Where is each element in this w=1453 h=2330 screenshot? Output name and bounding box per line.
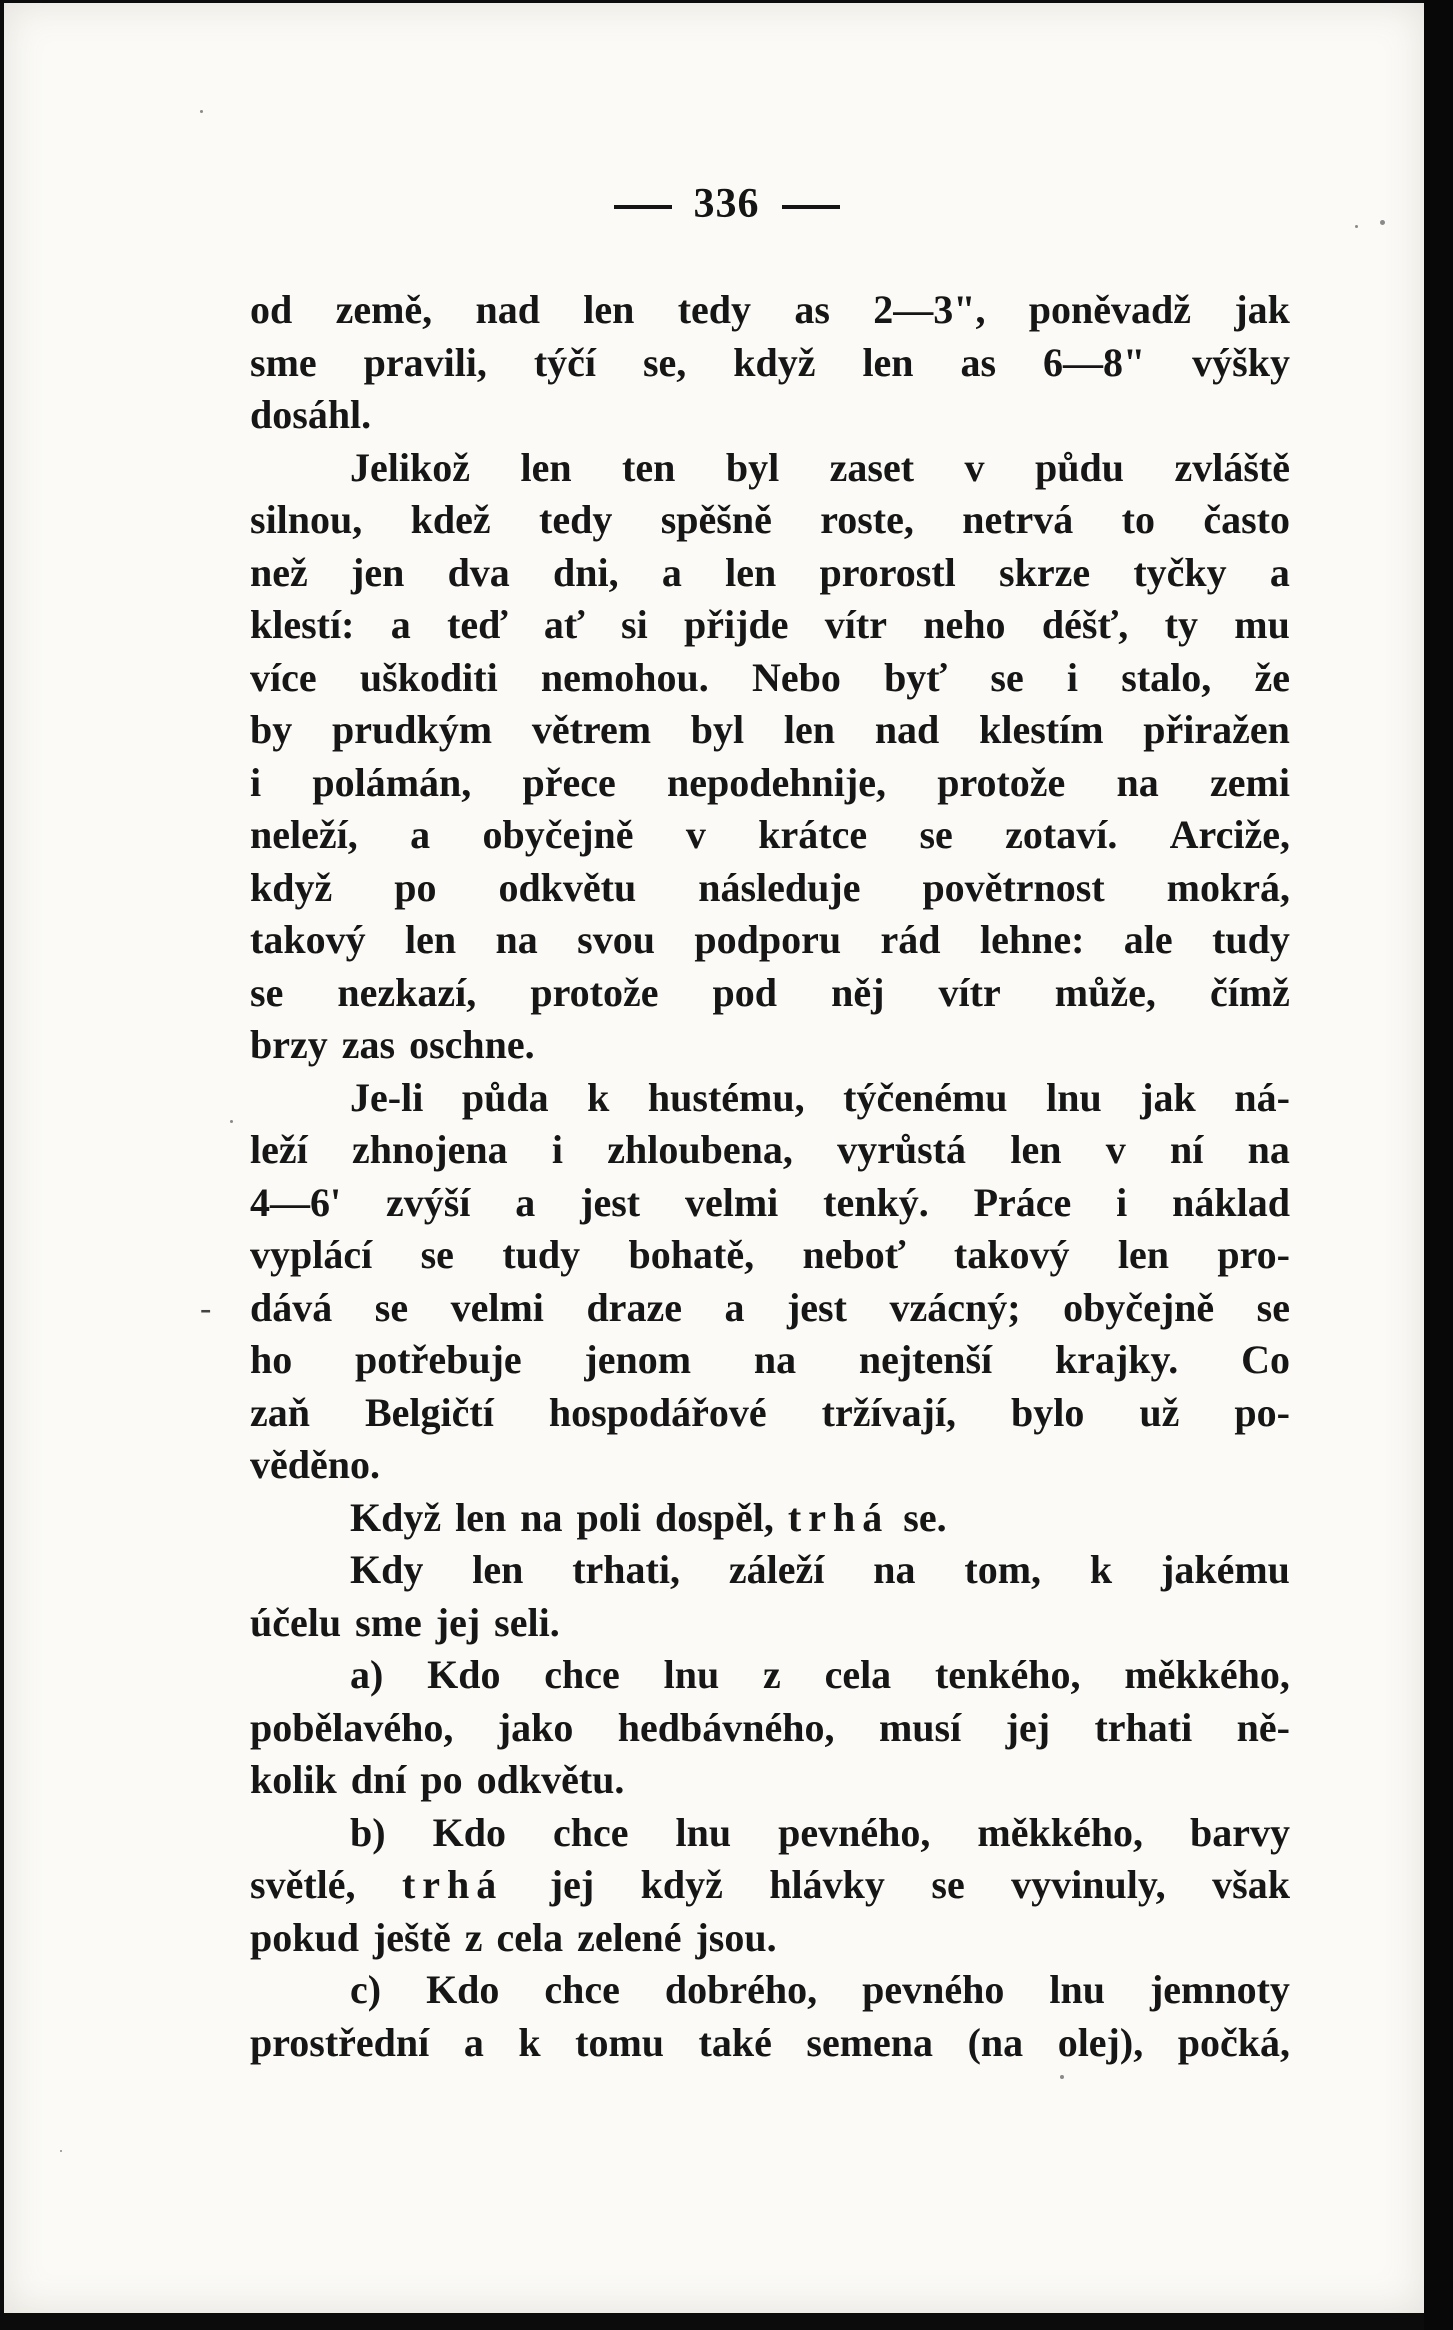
word: jakému bbox=[1161, 1547, 1290, 1592]
word: pravili, bbox=[363, 339, 487, 385]
word: len bbox=[1117, 1232, 1169, 1277]
word: jak bbox=[1234, 287, 1290, 332]
word: nezkazí, bbox=[337, 969, 477, 1015]
text-line bbox=[250, 652, 1290, 705]
word: když bbox=[733, 339, 816, 385]
word: len bbox=[862, 339, 914, 385]
word: i bbox=[250, 759, 262, 805]
word: ně- bbox=[1236, 1704, 1290, 1750]
word: než bbox=[250, 549, 308, 595]
word: i bbox=[551, 1127, 563, 1172]
word: také bbox=[698, 2019, 772, 2065]
word: a) bbox=[350, 1652, 384, 1697]
word: se bbox=[374, 1284, 409, 1330]
word: chce bbox=[552, 1809, 629, 1855]
word: semena bbox=[806, 2019, 934, 2065]
word: polámán, bbox=[312, 759, 472, 805]
word: měkkého, bbox=[1124, 1652, 1290, 1697]
word: trhati bbox=[1094, 1704, 1193, 1750]
word: jen bbox=[351, 549, 405, 595]
word: tom, bbox=[964, 1547, 1042, 1592]
word: na bbox=[1116, 759, 1159, 805]
page-number bbox=[0, 180, 1453, 228]
text-line bbox=[250, 1597, 1290, 1650]
word: se bbox=[931, 1862, 965, 1907]
word: Jelikož bbox=[350, 444, 470, 490]
word: len bbox=[404, 917, 457, 962]
scan-speck bbox=[200, 110, 203, 113]
text-line bbox=[250, 1964, 1290, 2017]
word: tenký. bbox=[823, 1179, 929, 1225]
word: spěšně bbox=[660, 497, 772, 542]
word: Kdo bbox=[427, 1652, 501, 1697]
word: od bbox=[250, 287, 293, 332]
word: něj bbox=[831, 969, 885, 1015]
text-line bbox=[250, 1177, 1290, 1230]
word: barvy bbox=[1189, 1809, 1290, 1855]
word: země, bbox=[335, 287, 433, 332]
word: počká, bbox=[1177, 2019, 1290, 2065]
word: (na bbox=[967, 2019, 1024, 2065]
text-line bbox=[250, 1754, 1290, 1807]
word: když bbox=[640, 1862, 723, 1907]
word: dává bbox=[250, 1284, 333, 1330]
word: netrvá bbox=[962, 497, 1074, 542]
text-line bbox=[250, 1859, 1290, 1912]
word: draze bbox=[586, 1284, 682, 1330]
word: z bbox=[763, 1652, 781, 1697]
word: len bbox=[783, 707, 836, 752]
word: zvláště bbox=[1174, 444, 1290, 490]
word: záleží bbox=[728, 1547, 825, 1592]
text-line bbox=[250, 442, 1290, 495]
word: na bbox=[873, 1547, 916, 1592]
word: ještě bbox=[372, 1914, 451, 1960]
word: Co bbox=[1241, 1337, 1290, 1382]
word: a bbox=[410, 812, 431, 857]
word: prudkým bbox=[332, 707, 493, 752]
word: přiražen bbox=[1143, 707, 1290, 752]
word: na bbox=[1247, 1127, 1290, 1172]
word: c) bbox=[350, 1967, 382, 2012]
word: dospěl, bbox=[654, 1494, 774, 1540]
word: k bbox=[587, 1074, 610, 1120]
word: b) bbox=[350, 1809, 386, 1855]
word: to bbox=[1121, 497, 1155, 542]
word: Když bbox=[350, 1494, 442, 1540]
word: protože bbox=[530, 969, 659, 1015]
word: se bbox=[990, 654, 1024, 700]
word: vyplácí bbox=[250, 1232, 373, 1277]
word: chce bbox=[544, 1652, 620, 1697]
word: pro- bbox=[1217, 1232, 1290, 1277]
word: ty bbox=[1164, 602, 1198, 647]
word: světlé, bbox=[250, 1862, 356, 1907]
text-line bbox=[250, 389, 1290, 442]
word: na bbox=[753, 1337, 797, 1382]
word: často bbox=[1203, 497, 1290, 542]
word: seli. bbox=[494, 1599, 560, 1645]
page-number-text: 336 bbox=[693, 181, 760, 227]
word: Je-li bbox=[350, 1074, 424, 1120]
word: více bbox=[250, 654, 317, 700]
word: hedbávného, bbox=[617, 1704, 835, 1750]
text-line bbox=[250, 1124, 1290, 1177]
word: poněvadž bbox=[1028, 287, 1192, 332]
word: lnu bbox=[675, 1809, 732, 1855]
word: dva bbox=[447, 549, 510, 595]
scan-speck bbox=[1380, 220, 1385, 225]
word: náklad bbox=[1172, 1179, 1290, 1225]
word: byť bbox=[884, 654, 948, 700]
word: hustému, bbox=[647, 1074, 805, 1120]
word: se. bbox=[903, 1494, 947, 1540]
word: dosáhl. bbox=[250, 392, 372, 437]
word: Práce bbox=[973, 1179, 1072, 1225]
word: odkvětu bbox=[498, 864, 637, 910]
word: skrze bbox=[999, 549, 1091, 595]
word: neho bbox=[923, 602, 1006, 647]
word: zaň bbox=[250, 1389, 310, 1435]
word: stalo, bbox=[1121, 654, 1212, 700]
word: ho bbox=[250, 1337, 293, 1382]
word: dobrého, bbox=[664, 1967, 818, 2012]
word: na bbox=[520, 1494, 563, 1540]
word: lnu bbox=[1046, 1074, 1102, 1120]
word: pevného, bbox=[778, 1809, 931, 1855]
folio-dash-right bbox=[782, 205, 840, 209]
word: a bbox=[1269, 549, 1290, 595]
word: krátce bbox=[758, 812, 868, 857]
word: nepodehnije, bbox=[667, 759, 886, 805]
word: i bbox=[1066, 654, 1079, 700]
text-line bbox=[250, 1072, 1290, 1125]
word: k bbox=[1089, 1547, 1113, 1592]
text-line bbox=[250, 1807, 1290, 1860]
word: cela bbox=[824, 1652, 892, 1697]
word: ní bbox=[1170, 1127, 1204, 1172]
word: sme bbox=[355, 1599, 422, 1645]
word: zhnojena bbox=[352, 1127, 508, 1172]
scan-speck bbox=[1060, 2075, 1064, 2079]
word: odkvětu. bbox=[476, 1757, 625, 1802]
word: tudy bbox=[1212, 917, 1290, 962]
word: v bbox=[964, 444, 985, 490]
text-line bbox=[250, 862, 1290, 915]
word: poli bbox=[576, 1494, 641, 1540]
word: bohatě, bbox=[628, 1232, 755, 1277]
word: může, bbox=[1054, 969, 1156, 1015]
word: teď bbox=[447, 602, 508, 647]
word: se bbox=[1256, 1284, 1290, 1330]
word: tedy bbox=[677, 287, 752, 332]
word: měkkého, bbox=[977, 1809, 1143, 1855]
word: krajky. bbox=[1054, 1337, 1179, 1382]
text-line bbox=[250, 704, 1290, 757]
word: týčenému bbox=[843, 1074, 1008, 1120]
word: jak bbox=[1140, 1074, 1196, 1120]
text-line bbox=[250, 547, 1290, 600]
text-line bbox=[250, 284, 1290, 337]
word: jemnoty bbox=[1149, 1967, 1290, 2012]
word: olej), bbox=[1057, 2019, 1144, 2065]
word: se bbox=[919, 812, 953, 857]
word: zaset bbox=[829, 444, 915, 490]
word: nejtenší bbox=[858, 1337, 993, 1382]
word: trhá bbox=[401, 1862, 504, 1907]
word: uškoditi bbox=[359, 654, 498, 700]
word: půda bbox=[461, 1074, 549, 1120]
word: přijde bbox=[684, 602, 789, 647]
word: účelu bbox=[250, 1599, 342, 1645]
word: se bbox=[420, 1232, 454, 1277]
word: půdu bbox=[1035, 444, 1124, 490]
text-line bbox=[250, 494, 1290, 547]
word: zhloubena, bbox=[607, 1127, 793, 1172]
word: Nebo bbox=[751, 654, 841, 700]
text-line bbox=[250, 809, 1290, 862]
word: vyrůstá bbox=[837, 1127, 967, 1172]
word: čímž bbox=[1209, 969, 1290, 1015]
word: ale bbox=[1123, 917, 1173, 962]
word: přece bbox=[522, 759, 616, 805]
word: že bbox=[1254, 654, 1290, 700]
text-line bbox=[250, 1334, 1290, 1387]
word: prostřední bbox=[250, 2019, 430, 2065]
word: trhati, bbox=[572, 1547, 680, 1592]
word: cela bbox=[496, 1914, 564, 1960]
margin-mark: - bbox=[200, 1290, 212, 1327]
word: 4—6' bbox=[250, 1179, 342, 1225]
word: takový bbox=[953, 1232, 1070, 1277]
word: zemi bbox=[1210, 759, 1290, 805]
word: si bbox=[621, 602, 648, 647]
word: leží bbox=[250, 1127, 308, 1172]
word: nad bbox=[475, 287, 540, 332]
word: tomu bbox=[575, 2019, 665, 2065]
word: Kdo bbox=[426, 1967, 500, 2012]
word: věděno. bbox=[250, 1442, 380, 1487]
word: jenom bbox=[584, 1337, 692, 1382]
word: pod bbox=[712, 969, 778, 1015]
word: ten bbox=[622, 444, 676, 490]
word: by bbox=[250, 707, 293, 752]
word: však bbox=[1212, 1862, 1290, 1907]
word: vítr bbox=[824, 602, 887, 647]
scan-speck bbox=[60, 2150, 62, 2152]
word: ná- bbox=[1234, 1074, 1290, 1120]
word: neleží, bbox=[250, 812, 358, 857]
word: podporu bbox=[694, 917, 842, 962]
word: tudy bbox=[502, 1232, 581, 1277]
word: když bbox=[250, 864, 333, 910]
word: mokrá, bbox=[1166, 864, 1290, 910]
word: takový bbox=[250, 917, 366, 962]
text-line bbox=[250, 1492, 1290, 1545]
word: hlávky bbox=[769, 1862, 885, 1907]
word: Belgičtí bbox=[365, 1389, 494, 1435]
word: mu bbox=[1234, 602, 1290, 647]
word: z bbox=[464, 1914, 483, 1960]
text-line bbox=[250, 599, 1290, 652]
text-line bbox=[250, 1649, 1290, 1702]
word: vyvinuly, bbox=[1011, 1862, 1166, 1907]
word: len bbox=[583, 287, 635, 332]
word: potřebuje bbox=[355, 1337, 522, 1382]
text-line bbox=[250, 1439, 1290, 1492]
word: len bbox=[725, 549, 777, 595]
word: zvýší bbox=[385, 1179, 471, 1225]
word: na bbox=[495, 917, 538, 962]
word: lnu bbox=[663, 1652, 720, 1697]
text-line bbox=[250, 1912, 1290, 1965]
word: následuje bbox=[698, 864, 861, 910]
word: byl bbox=[690, 707, 745, 752]
word: len bbox=[455, 1494, 507, 1540]
folio-dash-left bbox=[614, 205, 672, 209]
word: jsou. bbox=[695, 1914, 777, 1960]
word: jest bbox=[580, 1179, 641, 1225]
text-line bbox=[250, 1229, 1290, 1282]
word: Kdy bbox=[350, 1547, 424, 1592]
word: chce bbox=[544, 1967, 620, 2012]
word: jej bbox=[435, 1599, 481, 1645]
word: ať bbox=[543, 602, 585, 647]
word: pokud bbox=[250, 1914, 359, 1960]
word: neboť bbox=[802, 1232, 906, 1277]
word: hospodářové bbox=[548, 1389, 767, 1435]
word: protože bbox=[937, 759, 1066, 805]
word: vítr bbox=[938, 969, 1001, 1015]
word: trhá bbox=[787, 1494, 890, 1540]
word: a bbox=[463, 2019, 484, 2065]
word: i bbox=[1116, 1179, 1128, 1225]
word: velmi bbox=[450, 1284, 544, 1330]
word: lehne: bbox=[979, 917, 1085, 962]
word: silnou, bbox=[250, 497, 363, 542]
word: kdež bbox=[410, 497, 491, 542]
word: zotaví. bbox=[1005, 812, 1118, 857]
word: as bbox=[960, 339, 997, 385]
word: dní bbox=[350, 1757, 407, 1802]
text-line bbox=[250, 337, 1290, 390]
word: nad bbox=[874, 707, 940, 752]
text-line bbox=[250, 1019, 1290, 1072]
word: po bbox=[420, 1757, 463, 1802]
scan-speck bbox=[230, 1120, 233, 1123]
word: vzácný; bbox=[889, 1284, 1021, 1330]
word: zelené bbox=[577, 1914, 682, 1960]
word: k bbox=[518, 2019, 541, 2065]
text-line bbox=[250, 1387, 1290, 1440]
word: 6—8" bbox=[1043, 339, 1146, 385]
word: pobělavého, bbox=[250, 1704, 454, 1750]
word: tržívají, bbox=[821, 1389, 957, 1435]
word: jest bbox=[786, 1284, 847, 1330]
word: sme bbox=[250, 339, 317, 385]
word: a bbox=[724, 1284, 745, 1330]
word: déšť, bbox=[1041, 602, 1129, 647]
word: oschne. bbox=[409, 1022, 535, 1067]
word: a bbox=[390, 602, 411, 647]
word: brzy bbox=[250, 1022, 328, 1067]
word: klestí: bbox=[250, 602, 355, 647]
word: jej bbox=[549, 1862, 595, 1907]
word: v bbox=[1105, 1127, 1126, 1172]
word: po- bbox=[1234, 1389, 1290, 1435]
word: nemohou. bbox=[540, 654, 709, 700]
text-line bbox=[250, 2017, 1290, 2070]
word: jej bbox=[1005, 1704, 1051, 1750]
word: v bbox=[685, 812, 706, 857]
body-text bbox=[250, 284, 1290, 2069]
word: svou bbox=[577, 917, 655, 962]
word: a bbox=[661, 549, 682, 595]
word: se bbox=[250, 969, 284, 1015]
word: tyčky bbox=[1133, 549, 1227, 595]
word: větrem bbox=[531, 707, 652, 752]
word: len bbox=[520, 444, 572, 490]
text-line bbox=[250, 967, 1290, 1020]
word: se, bbox=[642, 339, 687, 385]
word: kolik bbox=[250, 1757, 337, 1802]
word: byl bbox=[725, 444, 780, 490]
word: tedy bbox=[539, 497, 613, 542]
word: po bbox=[394, 864, 437, 910]
text-line bbox=[250, 1544, 1290, 1597]
word: prorostl bbox=[819, 549, 956, 595]
word: jako bbox=[497, 1704, 574, 1750]
word: bylo bbox=[1011, 1389, 1085, 1435]
scan-speck bbox=[1355, 225, 1358, 228]
word: a bbox=[515, 1179, 536, 1225]
word: už bbox=[1139, 1389, 1180, 1435]
word: 2—3", bbox=[873, 287, 986, 332]
word: dni, bbox=[553, 549, 619, 595]
word: musí bbox=[878, 1704, 962, 1750]
word: tenkého, bbox=[934, 1652, 1081, 1697]
text-line bbox=[250, 1282, 1290, 1335]
word: Kdo bbox=[432, 1809, 506, 1855]
word: roste, bbox=[820, 497, 914, 542]
word: výšky bbox=[1192, 339, 1290, 385]
text-line bbox=[250, 757, 1290, 810]
scan-edge bbox=[1424, 0, 1453, 2330]
text-line bbox=[250, 1702, 1290, 1755]
word: lnu bbox=[1049, 1967, 1105, 2012]
word: zas bbox=[341, 1022, 396, 1067]
word: len bbox=[1010, 1127, 1062, 1172]
word: rád bbox=[880, 917, 941, 962]
text-line bbox=[250, 914, 1290, 967]
word: pevného bbox=[862, 1967, 1005, 2012]
word: týčí bbox=[533, 339, 597, 385]
word: velmi bbox=[684, 1179, 779, 1225]
word: povětrnost bbox=[922, 864, 1105, 910]
word: klestím bbox=[979, 707, 1104, 752]
word: obyčejně bbox=[1063, 1284, 1215, 1330]
word: Arciže, bbox=[1169, 812, 1290, 857]
word: obyčejně bbox=[482, 812, 634, 857]
word: len bbox=[472, 1547, 524, 1592]
word: as bbox=[794, 287, 830, 332]
